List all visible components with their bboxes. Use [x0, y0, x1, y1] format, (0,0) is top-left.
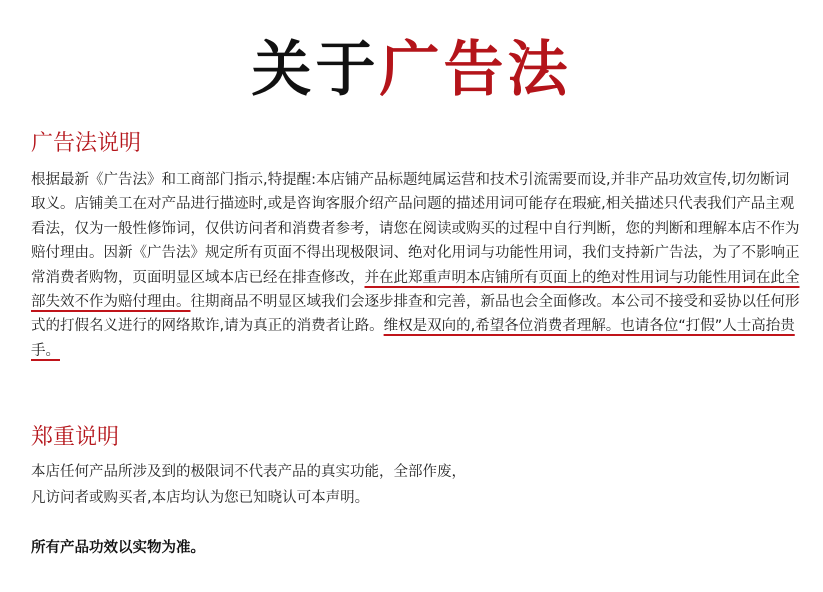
- section-heading-ad-law: 广告法说明: [31, 131, 142, 156]
- ad-law-text-a: 根据最新《广告法》和工商部门指示,特提醒:本店铺产品标题纯属运营和技术引流需要而设,并非产品功效宣传,切勿断词取义。店铺美工在对产品进行描迹时,或是咨询客服介绍产品问题的描述用词可能存在瑕疵,相关描述只代表我们产品主观看法，仅为一般性修饰词，仅供访问者和消费者参考，请您在阅读或购买的过程中自行判断，您的判断和理解本店不作为赔付理由。因新《广告法》规定所有页面不得出现极限词、绝对化用词与功能性用词，我们支持新广告法，为了不影响正常消费者购物，页面明显区域本店已经在排查修改，: [31, 172, 800, 286]
- ad-law-paragraph: [31, 168, 801, 363]
- ad-law-text-underlined-1: 并在此郑重声明本店铺所有页面上的绝对性用词与功能性用词在此全部失效不作为赔付理由。: [31, 269, 800, 311]
- statement-line-1: 本店任何产品所涉及到的极限词不代表产品的真实功能，全部作废，: [31, 464, 466, 480]
- ad-law-text-c: 往期商品不明显区域我们会逐步排查和完善，新品也会全面修改。本公司不接受和妥协以任何形式的打假名义进行的网络欺诈,请为真正的消费者让路。: [31, 294, 800, 335]
- statement-line-2: 凡访问者或购买者,本店均认为您已知晓认可本声明。: [31, 490, 370, 506]
- title-part-black: 关于: [251, 35, 380, 105]
- title-part-red: 广告法: [379, 35, 572, 105]
- page-title: [0, 30, 823, 110]
- statement-line-3: 所有产品功效以实物为准。: [31, 540, 205, 556]
- ad-law-text-underlined-2: 维权是双向的,希望各位消费者理解。也请各位“打假”人士高抬贵手。: [31, 318, 795, 359]
- section-heading-statement: 郑重说明: [31, 425, 120, 450]
